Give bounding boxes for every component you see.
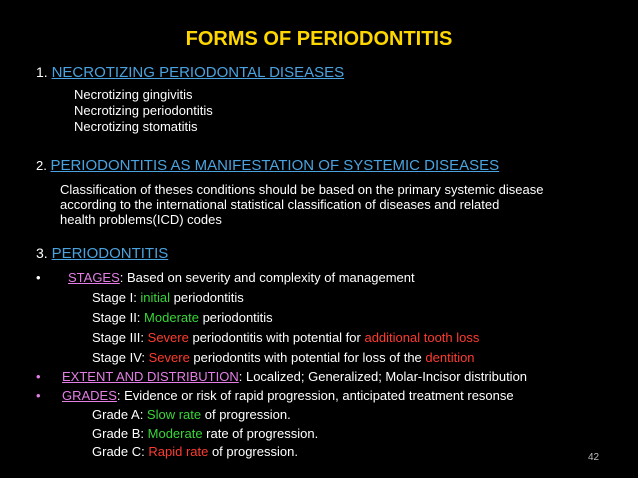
grades-link[interactable]: GRADES bbox=[62, 388, 117, 403]
grade-a-text: of progression. bbox=[201, 407, 291, 422]
grade-b-label: Grade B: bbox=[92, 426, 148, 441]
grade-a-label: Grade A: bbox=[92, 407, 147, 422]
stage-2 bbox=[92, 310, 273, 326]
section2-link[interactable]: PERIODONTITIS AS MANIFESTATION OF SYSTEMIC DISEASES bbox=[50, 157, 500, 174]
section2-paragraph-line: health problems(ICD) codes bbox=[60, 212, 222, 227]
stage-2-label: Stage II: bbox=[92, 310, 145, 325]
stage-3-text: periodontitis with potential for bbox=[188, 330, 365, 345]
stage-3-label: Stage III: bbox=[92, 330, 148, 345]
stages-line bbox=[68, 270, 415, 286]
grade-c bbox=[92, 444, 298, 460]
grade-a bbox=[92, 407, 291, 423]
grades-line bbox=[62, 388, 514, 404]
stage-1-highlight: initial bbox=[140, 290, 171, 305]
extent-link[interactable]: EXTENT AND DISTRIBUTION bbox=[62, 369, 239, 384]
stages-text: : Based on severity and complexity of management bbox=[119, 270, 415, 285]
section2-paragraph-line: according to the international statistical classification of diseases and related bbox=[60, 197, 500, 212]
stage-3 bbox=[92, 330, 479, 346]
section1-item: Necrotizing gingivitis bbox=[74, 87, 193, 102]
stage-4 bbox=[92, 350, 475, 366]
section1-link[interactable]: NECROTIZING PERIODONTAL DISEASES bbox=[51, 64, 345, 81]
section1-heading bbox=[36, 64, 344, 81]
stage-3-highlight-2: additional tooth loss bbox=[364, 330, 480, 345]
stage-2-highlight: Moderate bbox=[144, 310, 199, 325]
extent-bullet: • bbox=[36, 369, 41, 384]
stage-1 bbox=[92, 290, 244, 306]
stage-4-label: Stage IV: bbox=[92, 350, 149, 365]
grade-b-highlight: Moderate bbox=[147, 426, 203, 441]
extent-text: : Localized; Generalized; Molar-Incisor distribution bbox=[238, 369, 528, 384]
grade-c-text: of progression. bbox=[208, 444, 298, 459]
extent-line bbox=[62, 369, 527, 385]
slide-title: FORMS OF PERIODONTITIS bbox=[185, 28, 453, 50]
section2-paragraph-line: Classification of theses conditions should be based on the primary systemic disease bbox=[60, 182, 544, 197]
section3-heading bbox=[36, 245, 168, 262]
section2-number: 2. bbox=[36, 158, 47, 173]
section1-number: 1. bbox=[36, 64, 48, 80]
stages-link[interactable]: STAGES bbox=[68, 270, 120, 285]
stages-bullet: • bbox=[36, 270, 41, 285]
stage-1-label: Stage I: bbox=[92, 290, 141, 305]
stage-1-text: periodontitis bbox=[170, 290, 244, 305]
stage-3-highlight: Severe bbox=[147, 330, 189, 345]
grade-a-highlight: Slow rate bbox=[146, 407, 202, 422]
grades-text: : Evidence or risk of rapid progression, anticipated treatment resonse bbox=[116, 388, 514, 403]
stage-2-text: periodontitis bbox=[198, 310, 273, 325]
grades-bullet: • bbox=[36, 388, 41, 403]
section3-number: 3. bbox=[36, 245, 48, 261]
page-number: 42 bbox=[588, 452, 600, 463]
grade-c-highlight: Rapid rate bbox=[148, 444, 209, 459]
grade-b bbox=[92, 426, 318, 442]
section3-link[interactable]: PERIODONTITIS bbox=[51, 245, 169, 262]
stage-4-highlight-2: dentition bbox=[425, 350, 475, 365]
grade-b-text: rate of progression. bbox=[202, 426, 319, 441]
section2-heading bbox=[36, 158, 499, 174]
stage-4-text: periodontits with potential for loss of the bbox=[189, 350, 426, 365]
section1-item: Necrotizing stomatitis bbox=[74, 119, 198, 134]
stage-4-highlight: Severe bbox=[148, 350, 190, 365]
grade-c-label: Grade C: bbox=[92, 444, 149, 459]
section1-item: Necrotizing periodontitis bbox=[74, 103, 213, 118]
